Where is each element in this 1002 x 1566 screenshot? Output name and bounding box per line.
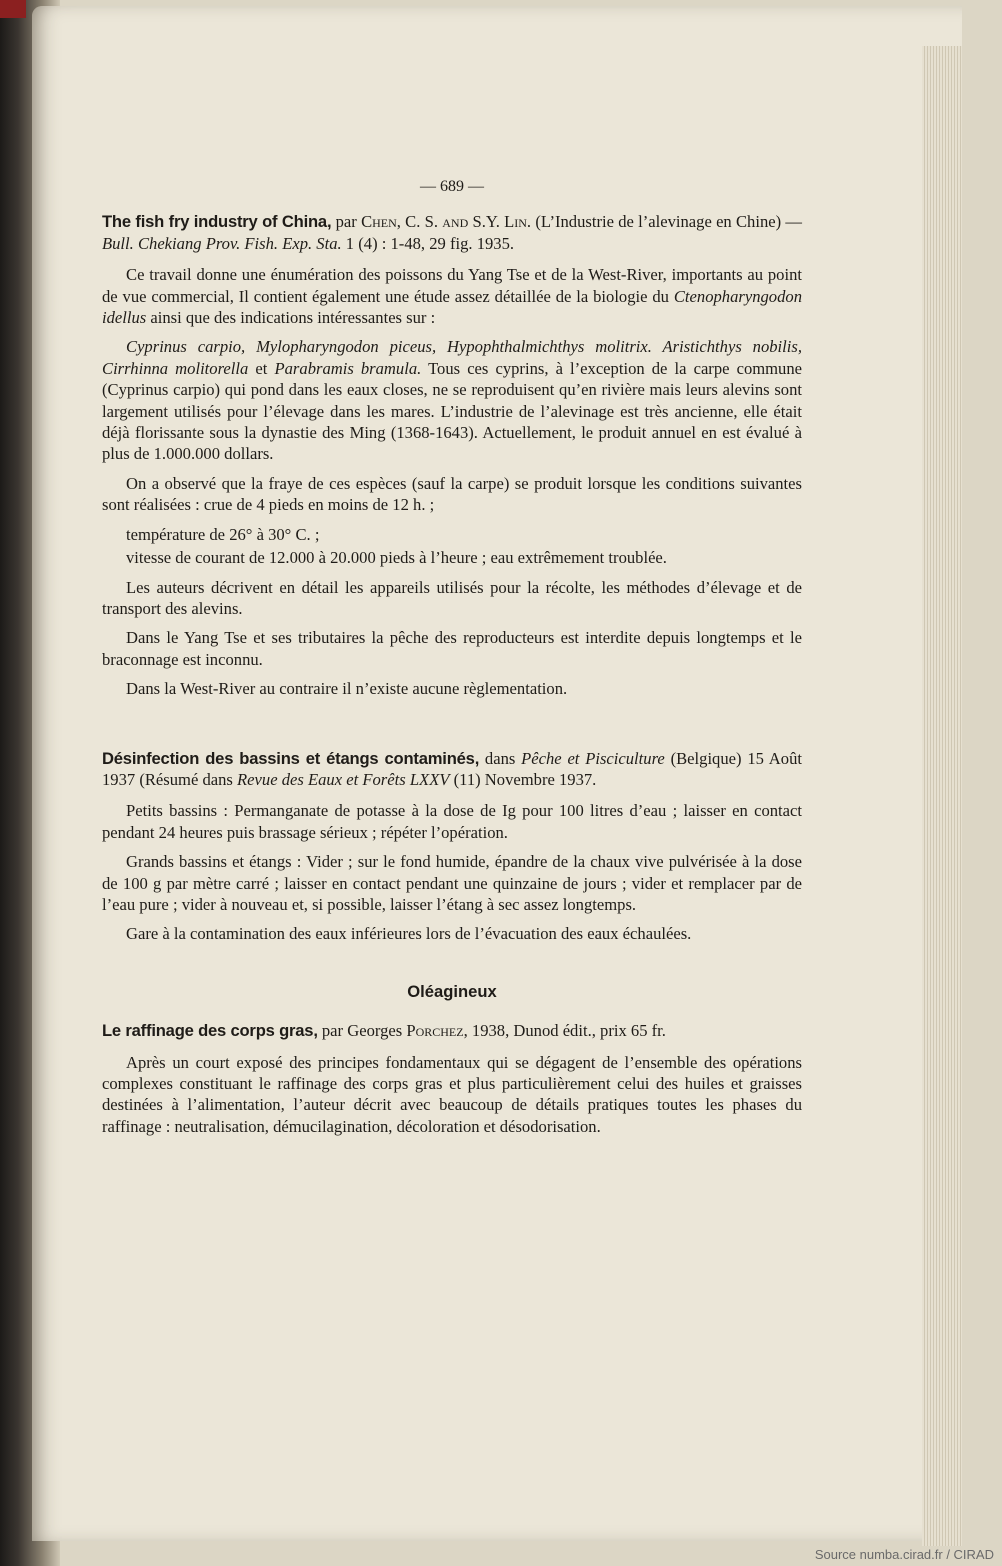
entry-fish-paragraph-8: Dans la West-River au contraire il n’existe aucune règlementation. [126,679,568,699]
entry-fish-title: The fish fry industry of China, [102,212,332,232]
entry-fish-paragraph-1: Ce travail donne une énumération des poissons du Yang Tse et de la West-River, importants au point de vue commercial, Il contient également une étude assez détaillée de la biologie du Ctenopharyngodon idellus ainsi que des indications intéressantes sur : [102,265,802,328]
entry-fish-paragraph-6: Les auteurs décrivent en détail les appareils utilisés pour la récolte, les méthodes d’élevage et de transport des alevins. [102,577,802,618]
page-number: — 689 — [420,178,484,195]
entry-desinfection-paragraph-2: Grands bassins et étangs : Vider ; sur le fond humide, épandre de la chaux vive pulvérisée à la dose de 100 g par mètre carré ; laisser en contact pendant une quinzaine de jours ; vider et remplacer par de l’eau pure ; vider à nouveau et, si possible, laisser l’étang à sec assez longtemps. [102,852,802,914]
source-footer: Source numba.cirad.fr / CIRAD [814,1547,994,1562]
entry-fish-paragraph-2: Cyprinus carpio, Mylopharyngodon piceus, Hypophthalmichthys molitrix. Aristichthys nobilis, Cirrhinna molitorella et Parabramis bramula. Tous ces cyprins, à l’exception de la carpe commune (Cyprinus carpio) qui pond dans les eaux closes, ne se reproduisent qu’en rivière mais leurs alevins sont largement utilisés pour l’élevage dans les mares. L’industrie de l’alevinage est très ancienne, elle était déjà florissante sous la dynastie des Ming (1368-1643). Actuellement, le produit annuel en est évalué à plus de 1.000.000 dollars. [102,337,803,464]
entry-desinfection-paragraph-3: Gare à la contamination des eaux inférieures lors de l’évacuation des eaux échaulées. [126,924,692,944]
entry-raffinage-paragraph-1: Après un court exposé des principes fondamentaux qui se dégagent de l’ensemble des opérations complexes constituant le raffinage des corps gras et plus particulièrement celui des huiles et graisses destinées à l’alimentation, l’auteur décrit avec beaucoup de détails pratiques toutes les phases du raffinage : neutralisation, démucilagination, décoloration et désodorisation. [102,1052,802,1136]
entry-fish-paragraph-4: température de 26° à 30° C. ; [126,524,320,544]
entry-desinfection-reference: Désinfection des bassins et étangs contaminés, dans Pêche et Pisciculture (Belgique) 15 Août 1937 (Résumé dans Revue des Eaux et Forêts LXXV (11) Novembre 1937. [102,748,802,789]
section-heading: Oléagineux [407,981,497,1001]
entry-raffinage-reference: Le raffinage des corps gras, par Georges Porchez, 1938, Dunod édit., prix 65 fr. [102,1021,666,1041]
entry-fish-paragraph-7: Dans le Yang Tse et ses tributaires la pêche des reproducteurs est interdite depuis longtemps et le braconnage est inconnu. [102,628,802,669]
entry-fish-paragraph-3: On a observé que la fraye de ces espèces (sauf la carpe) se produit lorsque les conditions suivantes sont réalisées : crue de 4 pieds en moins de 12 h. ; [102,473,802,515]
entry-desinfection-paragraph-1: Petits bassins : Permanganate de potasse à la dose de Ig pour 100 litres d’eau ; laisser en contact pendant 24 heures puis brassage sérieux ; répéter l’opération. [102,801,802,842]
binding-mark [0,0,26,18]
entry-fish-authors: Chen, C. S. and S.Y. Lin [361,212,527,232]
page-edges [922,46,962,1546]
page-content [102,176,802,1145]
entry-fish-paragraph-5: vitesse de courant de 12.000 à 20.000 pieds à l’heure ; eau extrêmement troublée. [126,548,667,568]
entry-raffinage-title: Le raffinage des corps gras, [102,1021,318,1041]
entry-fish-reference: The fish fry industry of China, par Chen, C. S. and S.Y. Lin. (L’Industrie de l’alevinage en Chine) — Bull. Chekiang Prov. Fish. Exp. Sta. 1 (4) : 1-48, 29 fig. 1935. [102,212,802,253]
book-page [32,6,962,1541]
entry-desinfection-title: Désinfection des bassins et étangs contaminés, [102,748,480,768]
entry-fish-journal: Bull. Chekiang Prov. Fish. Exp. Sta. [102,233,342,253]
